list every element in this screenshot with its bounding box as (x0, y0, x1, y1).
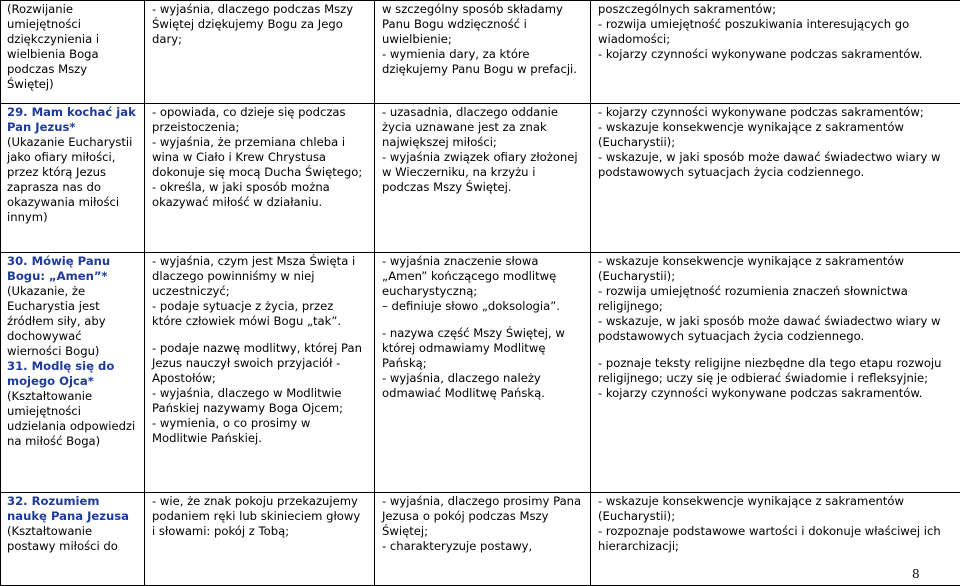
requirement-item: - wie, że znak pokoju przekazujemy podaniem ręki lub skinieciem głowy i słowami: pokój z Tobą; (152, 494, 367, 539)
requirement-item: - uzasadnia, dlaczego oddanie życia uznawane jest za znak największej miłości; (382, 105, 583, 150)
table-cell-col1 (1, 1, 145, 104)
requirement-item: - podaje sytuacje z życia, przez które człowiek mówi Bogu „tak”. (152, 299, 367, 329)
requirement-item: - wyjaśnia związek ofiary złożonej w Wieczerniku, na krzyżu i podczas Mszy Świętej. (382, 150, 583, 195)
table-cell-col3 (375, 493, 591, 586)
table-row (1, 493, 960, 586)
requirement-item: - określa, w jaki sposób można okazywać miłość w działaniu. (152, 180, 367, 210)
lesson-description: (Ukazanie, że Eucharystia jest źródłem siły, aby dochowywać wierności Bogu) (7, 284, 137, 359)
requirement-item: - wyjaśnia, dlaczego podczas Mszy Świętej dziękujemy Bogu za Jego dary; (152, 2, 367, 47)
requirement-item: - kojarzy czynności wykonywane podczas sakramentów. (598, 386, 953, 401)
cell-block (152, 341, 367, 446)
lesson-title: 32. Rozumiem naukę Pana Jezusa (7, 494, 137, 524)
cell-block (7, 105, 137, 225)
cell-block (598, 105, 953, 180)
requirement-item: - rozwija umiejętność rozumienia znaczeń słownictwa religijnego; (598, 284, 953, 314)
requirement-item: - wyjaśnia, dlaczego należy odmawiać Modlitwę Pańską. (382, 371, 583, 401)
requirement-item: - wyjaśnia znaczenie słowa „Amen” kończącego modlitwę eucharystyczną; (382, 254, 583, 299)
table-cell-col3 (375, 1, 591, 104)
cell-block (152, 494, 367, 539)
cell-block (7, 494, 137, 554)
table-cell-col1 (1, 493, 145, 586)
requirement-item: - wskazuje konsekwencje wynikające z sakramentów (Eucharystii); (598, 494, 953, 524)
table-body (1, 1, 960, 586)
requirement-item: - wymienia, o co prosimy w Modlitwie Pańskiej. (152, 416, 367, 446)
lesson-title: 30. Mówię Panu Bogu: „Amen”* (7, 254, 137, 284)
requirement-item: - wskazuje konsekwencje wynikające z sakramentów (Eucharystii); (598, 254, 953, 284)
requirement-item: - wskazuje konsekwencje wynikające z sakramentów (Eucharystii); (598, 120, 953, 150)
requirement-item: - wymienia dary, za które dziękujemy Panu Bogu w prefacji. (382, 47, 583, 77)
table-cell-col4 (591, 104, 960, 253)
lesson-description: (Kształtowanie umiejętności udzielania odpowiedzi na miłość Boga) (7, 389, 137, 449)
table-cell-col1 (1, 253, 145, 493)
requirement-item: - charakteryzuje postawy, (382, 539, 583, 554)
cell-block (7, 254, 137, 359)
requirement-item: - rozpoznaje podstawowe wartości i dokonuje właściwej ich hierarchizacji; (598, 524, 953, 554)
requirement-item: - nazywa część Mszy Świętej, w której odmawiamy Modlitwę Pańską; (382, 326, 583, 371)
requirement-item: - kojarzy czynności wykonywane podczas sakramentów; (598, 105, 953, 120)
cell-block (382, 105, 583, 195)
cell-block (598, 356, 953, 401)
cell-block (7, 359, 137, 449)
requirement-item: - opowiada, co dzieje się podczas przeistoczenia; (152, 105, 367, 135)
table-row (1, 1, 960, 104)
requirement-item: - wyjaśnia, dlaczego prosimy Pana Jezusa o pokój podczas Mszy Świętej; (382, 494, 583, 539)
requirement-item: - rozwija umiejętność poszukiwania interesujących go wiadomości; (598, 17, 953, 47)
lesson-title: 29. Mam kochać jak Pan Jezus* (7, 105, 137, 135)
lesson-description: (Ukazanie Eucharystii jako ofiary miłości, przez którą Jezus zaprasza nas do okazywania miłości innym) (7, 135, 137, 225)
table-cell-col2 (145, 493, 375, 586)
table-cell-col2 (145, 1, 375, 104)
requirement-item: poszczególnych sakramentów; (598, 2, 953, 17)
requirement-item: - poznaje teksty religijne niezbędne dla tego etapu rozwoju religijnego; uczy się je odbierać świadomie i refleksyjnie; (598, 356, 953, 386)
table-cell-col1 (1, 104, 145, 253)
lesson-description: (Kształtowanie postawy miłości do (7, 524, 137, 554)
table-cell-col4 (591, 1, 960, 104)
table-cell-col4 (591, 253, 960, 493)
requirement-item: w szczególny sposób składamy Panu Bogu wdzięczność i uwielbienie; (382, 2, 583, 47)
table-row (1, 104, 960, 253)
lesson-title: 31. Modlę się do mojego Ojca* (7, 359, 137, 389)
page-number: 8 (912, 567, 920, 582)
cell-block (382, 2, 583, 77)
table-cell-col3 (375, 253, 591, 493)
requirement-item: - wyjaśnia, czym jest Msza Święta i dlaczego powinniśmy w niej uczestniczyć; (152, 254, 367, 299)
requirement-item: – definiuje słowo „doksologia”. (382, 299, 583, 314)
cell-block (598, 2, 953, 62)
lesson-description: (Rozwijanie umiejętności dziękczynienia i wielbienia Boga podczas Mszy Świętej) (7, 2, 137, 92)
requirement-item: - wskazuje, w jaki sposób może dawać świadectwo wiary w podstawowych sytuacjach życia codziennego. (598, 314, 953, 344)
cell-block (598, 254, 953, 344)
table-cell-col2 (145, 253, 375, 493)
cell-block (598, 494, 953, 554)
cell-block (382, 254, 583, 314)
cell-block (152, 2, 367, 47)
table-cell-col4 (591, 493, 960, 586)
cell-block (152, 254, 367, 329)
cell-block (7, 2, 137, 92)
table-cell-col2 (145, 104, 375, 253)
requirement-item: - kojarzy czynności wykonywane podczas sakramentów. (598, 47, 953, 62)
requirement-item: - wyjaśnia, że przemiana chleba i wina w Ciało i Krew Chrystusa dokonuje się mocą Ducha Świętego; (152, 135, 367, 180)
table-cell-col3 (375, 104, 591, 253)
cell-block (382, 494, 583, 554)
cell-block (382, 326, 583, 401)
cell-block (152, 105, 367, 210)
requirement-item: - wyjaśnia, dlaczego w Modlitwie Pańskiej nazywamy Boga Ojcem; (152, 386, 367, 416)
table-row (1, 253, 960, 493)
requirement-item: - wskazuje, w jaki sposób może dawać świadectwo wiary w podstawowych sytuacjach życia codziennego. (598, 150, 953, 180)
requirement-item: - podaje nazwę modlitwy, której Pan Jezus nauczył swoich przyjaciół - Apostołów; (152, 341, 367, 386)
